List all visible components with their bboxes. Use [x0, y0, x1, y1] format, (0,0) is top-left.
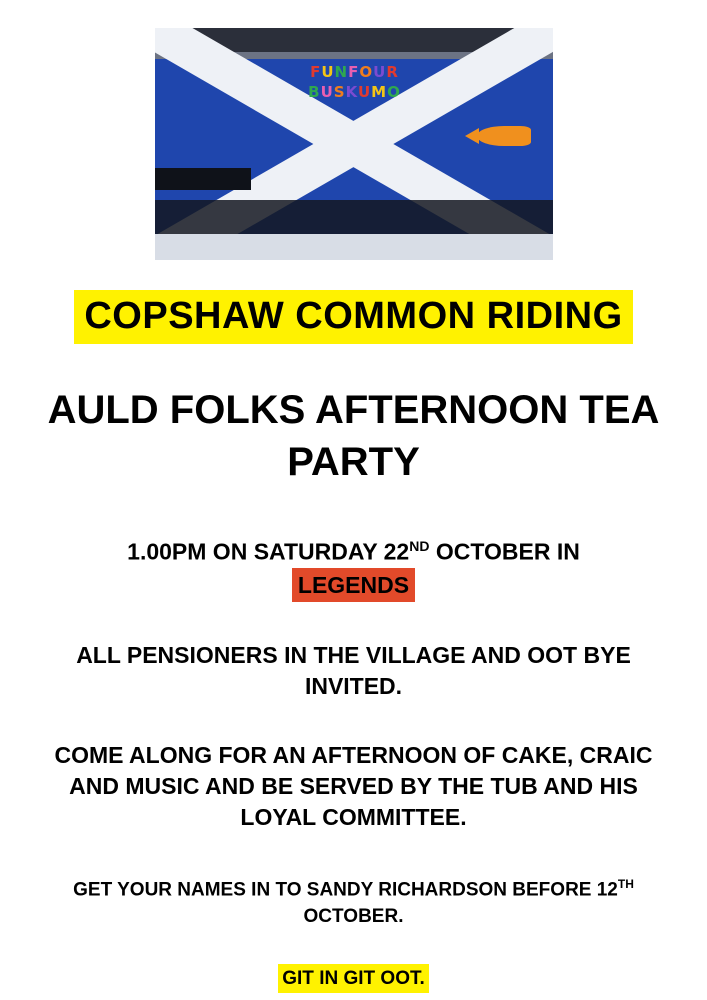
closing-wrap — [0, 964, 707, 993]
event-datetime — [127, 530, 580, 602]
invitation-text: ALL PENSIONERS IN THE VILLAGE AND OOT BYE INVITED. — [76, 641, 631, 699]
rsvp-suffix: OCTOBER. — [303, 905, 404, 927]
flag-graphic — [155, 28, 553, 260]
rsvp-prefix: GET YOUR NAMES IN TO SANDY RICHARDSON BEFORE 12 — [73, 878, 618, 900]
when-ordinal-suffix: ND — [409, 538, 430, 554]
rsvp-text — [34, 871, 674, 930]
photo-bottom-shadow — [155, 200, 553, 234]
banner-letters: FUNFOUR BUSKUMO — [308, 63, 401, 101]
page-title: COPSHAW COMMON RIDING — [74, 290, 632, 344]
rsvp-ordinal-suffix: TH — [617, 876, 634, 891]
body-text: COME ALONG FOR AN AFTERNOON OF CAKE, CRAIC AND MUSIC AND BE SERVED BY THE TUB AND HIS LOYAL COMMITTEE. — [54, 741, 653, 830]
photo-left-shadow — [155, 168, 251, 190]
saltire-flag-banner-photo — [155, 28, 553, 260]
venue-name: LEGENDS — [292, 568, 415, 602]
title-band-wrap — [0, 290, 707, 344]
orange-fish-icon — [477, 126, 531, 146]
when-suffix: OCTOBER IN — [429, 538, 580, 565]
when-prefix: 1.00PM ON SATURDAY 22 — [127, 538, 410, 565]
closing-slogan: GIT IN GIT OOT. — [278, 964, 429, 993]
event-headline: AULD FOLKS AFTERNOON TEA PARTY — [47, 388, 660, 484]
photo-bottom-strip — [155, 234, 553, 260]
